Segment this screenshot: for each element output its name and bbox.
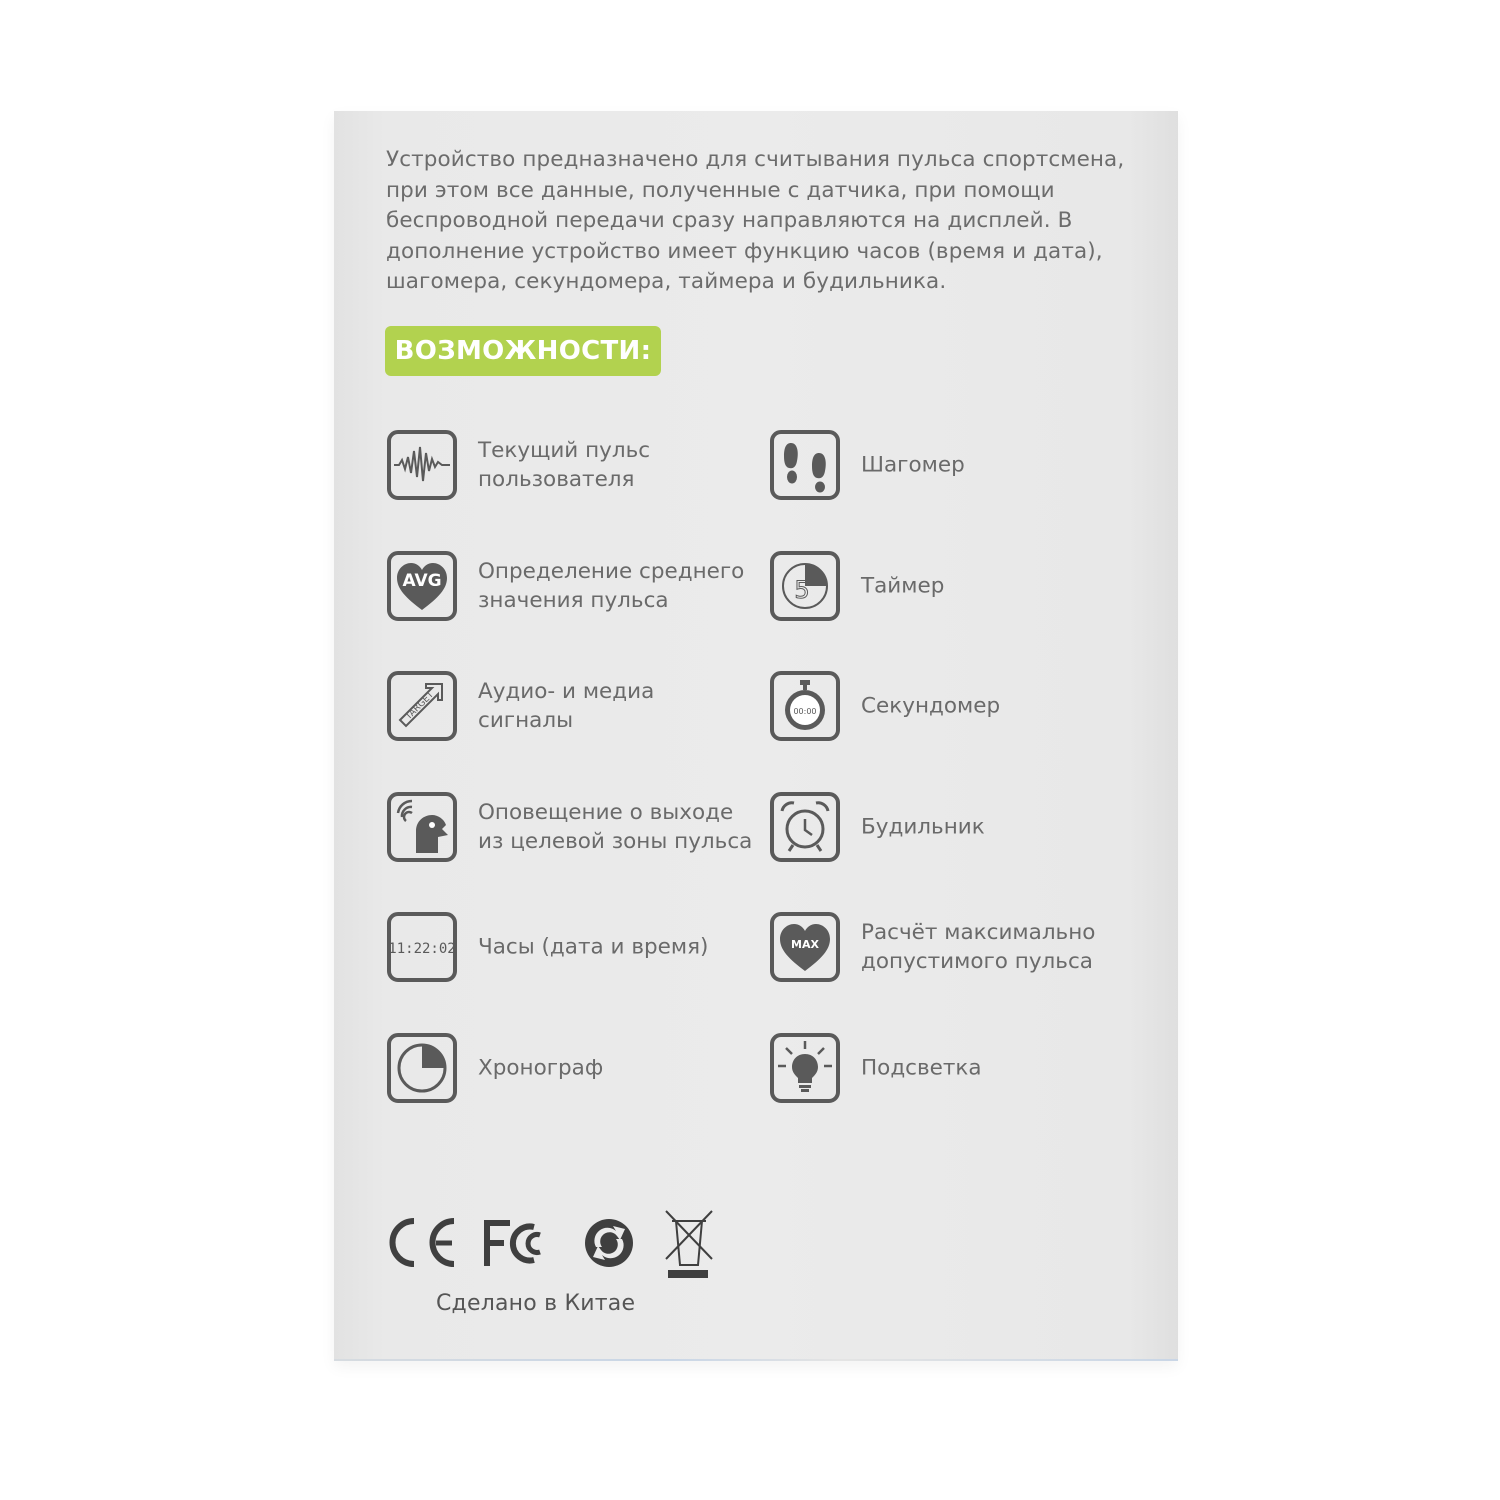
footprints-icon xyxy=(769,429,841,501)
max-heart-icon xyxy=(769,911,841,983)
weee-bin-icon xyxy=(666,1211,712,1278)
lightbulb-icon xyxy=(769,1032,841,1104)
svg-text:11:22:02: 11:22:02 xyxy=(388,941,456,957)
description-text: Устройство предназначено для считывания пульса спортсмена, при этом все данные, полученные с датчика, при помощи беспроводной передачи сразу направляются на дисплей. В дополнение устройство имеет функцию часов (время и дата), шагомера, секундомера, таймера и будильника. xyxy=(386,147,1125,294)
svg-text:5: 5 xyxy=(794,576,810,604)
fcc-mark xyxy=(487,1223,540,1266)
green-dot-icon xyxy=(585,1219,633,1267)
svg-text:AVG: AVG xyxy=(402,571,442,591)
pulse-wave-icon xyxy=(386,429,458,501)
timer-icon xyxy=(769,550,841,622)
avg-heart-icon xyxy=(386,550,458,622)
features-heading: ВОЗМОЖНОСТИ: xyxy=(385,326,661,376)
certification-marks xyxy=(384,1209,724,1284)
target-arrow-icon xyxy=(386,670,458,742)
chronograph-icon xyxy=(386,1032,458,1104)
svg-text:00:00: 00:00 xyxy=(793,707,817,716)
stopwatch-icon xyxy=(769,670,841,742)
package-back: Устройство предназначено для считывания пульса спортсмена, при этом все данные, полученные с датчика, при помощи беспроводной передачи сразу направляются на дисплей. В дополнение устройство имеет функцию часов (время и дата), шагомера, секундомера, таймера и будильника. ВОЗМОЖНОСТИ: Текущий пульс пользователя AVG Определение среднего значения пульса TARGET Аудио- и медиа сигналы Оповещение о выходе из целевой зоны пульса 11:22:02 Часы (дата и время) Хронограф Шагомер 5 Таймер 00:00 Секундомер Будильник MAX Расчёт максимально допустимого пульса Подсветка Сделано в Китае xyxy=(334,111,1178,1361)
svg-text:TARGET: TARGET xyxy=(403,689,437,723)
made-in-label: Сделано в Китае xyxy=(436,1291,636,1316)
digital-clock-icon xyxy=(386,911,458,983)
zone-alert-icon xyxy=(386,791,458,863)
alarm-clock-icon xyxy=(769,791,841,863)
ce-mark xyxy=(393,1221,455,1264)
svg-text:MAX: MAX xyxy=(791,938,819,951)
